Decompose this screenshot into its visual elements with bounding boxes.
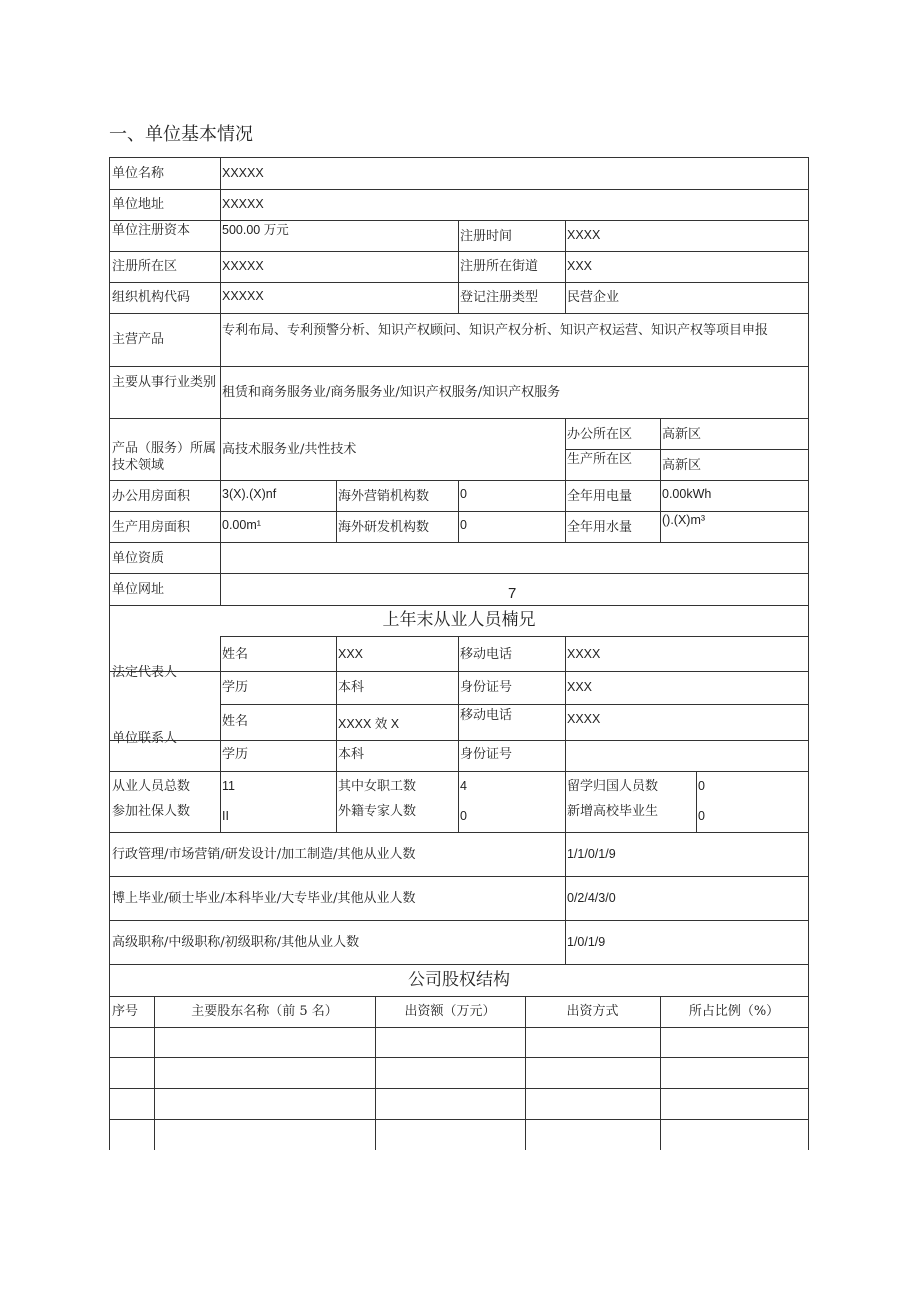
production-district-label: 生产所在区 (567, 452, 633, 467)
contact-id-label: 身份证号 (460, 747, 513, 762)
unit-address-label: 单位地址 (112, 197, 165, 212)
industry-label: 主要从事行业类别 (112, 375, 217, 390)
water-value: ().(X)m³ (662, 513, 706, 527)
contact-name-value: XXXX 效 X (338, 717, 400, 731)
reg-type-label: 登记注册类型 (460, 290, 539, 305)
electricity-label: 全年用电量 (567, 489, 633, 504)
dept-breakdown-label: 行政管理/市场营销/研发设计/加工制造/其他从业人数 (112, 847, 416, 862)
equity-header-index: 序号 (112, 1004, 139, 1019)
products-value: 专利布局、专利预警分析、知识产权顾问、知识产权分析、知识产权运营、知识产权等项目申报 (222, 323, 769, 338)
reg-time-label: 注册时间 (460, 229, 513, 244)
reg-street-label: 注册所在街道 (460, 259, 539, 274)
reg-district-value: XXXXX (222, 259, 264, 273)
contact-mobile-value: XXXX (567, 712, 601, 726)
reg-capital-value: 500.00 万元 (222, 223, 289, 237)
overseas-marketing-value: 0 (460, 487, 467, 501)
degree-breakdown-label: 博上毕业/硕士毕业/本科毕业/大专毕业/其他从业人数 (112, 891, 416, 906)
contact-mobile-label: 移动电话 (460, 708, 513, 723)
legal-rep-mobile-value: XXXX (567, 647, 601, 661)
title-breakdown-value: 1/0/1/9 (567, 935, 606, 949)
total-employees-label: 从业人员总数 (112, 779, 191, 794)
reg-type-value: 民营企业 (567, 290, 620, 305)
page-title: 一、单位基本情况 (109, 124, 253, 145)
female-employees-label: 其中女职工数 (338, 779, 417, 794)
table-row (110, 1027, 808, 1057)
legal-rep-mobile-label: 移动电话 (460, 647, 513, 662)
equity-header-shareholder: 主要股东名称（前 5 名） (191, 1004, 338, 1019)
unit-address-value: XXXXX (222, 197, 264, 211)
unit-name-value: XXXXX (222, 166, 264, 180)
contact-label: 单位联系人 (112, 731, 178, 746)
industry-value: 租赁和商务服务业/商务服务业/知识产权服务/知识产权服务 (222, 385, 561, 400)
reg-capital-label: 单位注册资本 (112, 223, 191, 238)
office-area-label: 办公用房面积 (112, 489, 191, 504)
table-row (110, 1057, 808, 1088)
production-area-value: 0.00m¹ (222, 518, 261, 532)
legal-rep-id-value: XXX (567, 680, 593, 694)
overseas-rd-value: 0 (460, 518, 467, 532)
production-district-value: 高新区 (662, 458, 702, 473)
equity-header-amount: 出资额（万元） (404, 1004, 496, 1019)
contact-education-value: 本科 (338, 747, 365, 762)
office-district-value: 高新区 (662, 427, 702, 442)
equity-section-title: 公司股权结构 (408, 970, 510, 990)
tech-field-label: 产品（服务）所属技术领域 (112, 441, 217, 473)
equity-header-ratio: 所占比例（%） (688, 1004, 780, 1019)
reg-street-value: XXX (567, 259, 593, 273)
org-code-value: XXXXX (222, 289, 264, 303)
equity-header-method: 出资方式 (566, 1004, 619, 1019)
insured-value: II (222, 809, 229, 823)
insured-label: 参加社保人数 (112, 804, 191, 819)
org-code-label: 组织机构代码 (112, 290, 191, 305)
legal-rep-name-label: 姓名 (222, 647, 249, 662)
registration-form-table (109, 157, 809, 1150)
legal-rep-name-value: XXX (338, 647, 364, 661)
contact-education-label: 学历 (222, 747, 249, 762)
stray-mark: 7 (508, 585, 517, 602)
employees-section-title: 上年末从业人员楠兄 (382, 610, 536, 630)
legal-rep-id-label: 身份证号 (460, 680, 513, 695)
electricity-value: 0.00kWh (662, 487, 712, 501)
new-graduates-value: 0 (698, 809, 705, 823)
production-area-label: 生产用房面积 (112, 520, 191, 535)
foreign-experts-value: 0 (460, 809, 467, 823)
legal-rep-label: 法定代表人 (112, 665, 178, 680)
unit-name-label: 单位名称 (112, 166, 165, 181)
office-area-value: 3(X).(X)nf (222, 487, 277, 501)
contact-name-label: 姓名 (222, 714, 249, 729)
new-graduates-label: 新增高校毕业生 (567, 804, 659, 819)
foreign-experts-label: 外籍专家人数 (338, 804, 417, 819)
degree-breakdown-value: 0/2/4/3/0 (567, 891, 616, 905)
products-label: 主营产品 (112, 332, 165, 347)
website-label: 单位网址 (112, 582, 165, 597)
dept-breakdown-value: 1/1/0/1/9 (567, 847, 616, 861)
water-label: 全年用水量 (567, 520, 633, 535)
legal-rep-education-value: 本科 (338, 680, 365, 695)
table-row (110, 1088, 808, 1119)
legal-rep-education-label: 学历 (222, 680, 249, 695)
female-employees-value: 4 (460, 779, 467, 793)
title-breakdown-label: 高级职称/中级职称/初级职称/其他从业人数 (112, 935, 360, 950)
reg-time-value: XXXX (567, 228, 601, 242)
total-employees-value: 11 (222, 779, 235, 793)
overseas-rd-label: 海外研发机构数 (338, 520, 430, 535)
returnee-value: 0 (698, 779, 705, 793)
reg-district-label: 注册所在区 (112, 259, 178, 274)
overseas-marketing-label: 海外营销机构数 (338, 489, 430, 504)
office-district-label: 办公所在区 (567, 427, 633, 442)
qualification-label: 单位资质 (112, 551, 165, 566)
table-row (110, 1119, 808, 1150)
returnee-label: 留学归国人员数 (567, 779, 659, 794)
tech-field-value: 高技术服务业/共性技术 (222, 442, 357, 457)
